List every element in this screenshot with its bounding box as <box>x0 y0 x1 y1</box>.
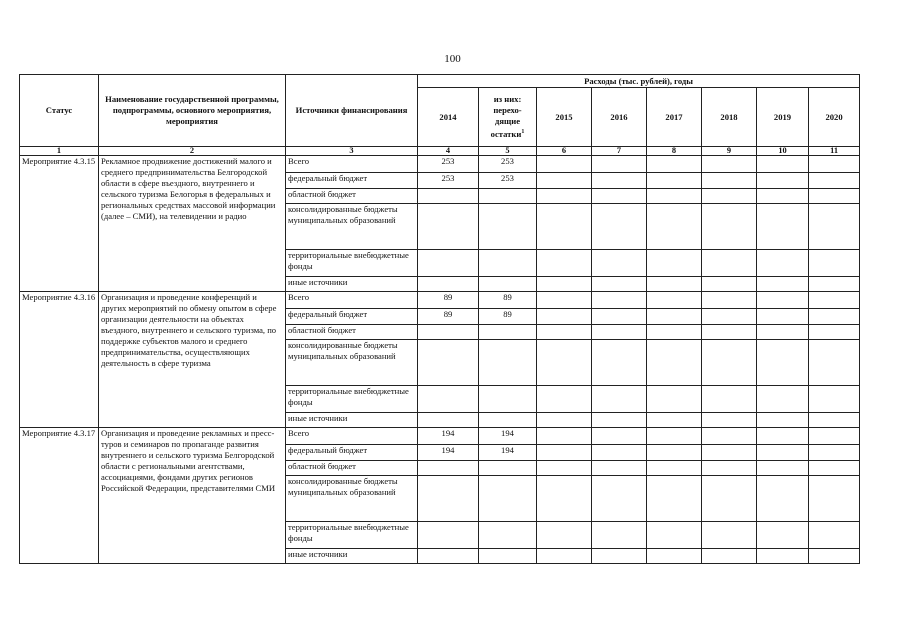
empty-year-cell <box>592 250 647 277</box>
event-name: Организация и проведение рекламных и пресс-туров и семинаров по пропаганде развития внутреннего и сельского туризма Белгородской области с региональными агентствами, ассоциациями, фондами других регионов Российской Федерации, представителями СМИ <box>99 428 286 564</box>
empty-year-cell <box>537 309 592 325</box>
empty-year-cell <box>592 445 647 461</box>
funding-source: консолидированные бюджеты муниципальных образований <box>286 476 418 522</box>
value-2014: 194 <box>418 428 479 445</box>
funding-source: областной бюджет <box>286 189 418 204</box>
column-number: 3 <box>286 147 418 156</box>
header-carryover <box>479 88 537 147</box>
empty-year-cell <box>809 413 860 428</box>
empty-year-cell <box>702 309 757 325</box>
empty-year-cell <box>809 325 860 340</box>
column-number: 11 <box>809 147 860 156</box>
carryover-line-3: дящие <box>494 116 521 127</box>
value-2014 <box>418 277 479 292</box>
funding-source: Всего <box>286 156 418 173</box>
header-year-2018: 2018 <box>702 88 757 147</box>
funding-source: консолидированные бюджеты муниципальных образований <box>286 340 418 386</box>
value-2014: 253 <box>418 173 479 189</box>
empty-year-cell <box>647 173 702 189</box>
empty-year-cell <box>809 428 860 445</box>
empty-year-cell <box>647 309 702 325</box>
value-carryover: 89 <box>479 292 537 309</box>
empty-year-cell <box>809 476 860 522</box>
empty-year-cell <box>592 386 647 413</box>
empty-year-cell <box>757 156 809 173</box>
empty-year-cell <box>809 292 860 309</box>
empty-year-cell <box>647 204 702 250</box>
value-carryover: 194 <box>479 428 537 445</box>
empty-year-cell <box>647 277 702 292</box>
empty-year-cell <box>702 428 757 445</box>
empty-year-cell <box>537 325 592 340</box>
value-2014 <box>418 413 479 428</box>
header-expenses: Расходы (тыс. рублей), годы <box>418 75 860 88</box>
empty-year-cell <box>702 461 757 476</box>
empty-year-cell <box>592 476 647 522</box>
empty-year-cell <box>809 156 860 173</box>
empty-year-cell <box>702 445 757 461</box>
value-carryover <box>479 461 537 476</box>
empty-year-cell <box>702 476 757 522</box>
empty-year-cell <box>647 325 702 340</box>
value-2014 <box>418 250 479 277</box>
empty-year-cell <box>647 340 702 386</box>
value-carryover: 253 <box>479 156 537 173</box>
empty-year-cell <box>647 413 702 428</box>
budget-table <box>19 74 860 564</box>
funding-source: иные источники <box>286 549 418 564</box>
funding-source: территориальные внебюджетные фонды <box>286 386 418 413</box>
empty-year-cell <box>809 189 860 204</box>
header-year-2015: 2015 <box>537 88 592 147</box>
header-status: Статус <box>20 75 99 147</box>
empty-year-cell <box>537 428 592 445</box>
empty-year-cell <box>757 325 809 340</box>
empty-year-cell <box>702 292 757 309</box>
value-carryover <box>479 340 537 386</box>
empty-year-cell <box>809 309 860 325</box>
header-sources: Источники финансирования <box>286 75 418 147</box>
table-row <box>20 156 860 173</box>
empty-year-cell <box>702 277 757 292</box>
empty-year-cell <box>592 156 647 173</box>
column-number: 9 <box>702 147 757 156</box>
empty-year-cell <box>537 250 592 277</box>
empty-year-cell <box>702 549 757 564</box>
empty-year-cell <box>647 522 702 549</box>
empty-year-cell <box>592 549 647 564</box>
empty-year-cell <box>702 340 757 386</box>
value-carryover: 253 <box>479 173 537 189</box>
empty-year-cell <box>757 309 809 325</box>
empty-year-cell <box>809 277 860 292</box>
value-2014 <box>418 522 479 549</box>
empty-year-cell <box>592 340 647 386</box>
empty-year-cell <box>592 461 647 476</box>
empty-year-cell <box>702 386 757 413</box>
empty-year-cell <box>702 522 757 549</box>
empty-year-cell <box>537 386 592 413</box>
empty-year-cell <box>757 461 809 476</box>
empty-year-cell <box>647 445 702 461</box>
value-2014: 253 <box>418 156 479 173</box>
header-year-2020: 2020 <box>809 88 860 147</box>
empty-year-cell <box>592 292 647 309</box>
empty-year-cell <box>809 340 860 386</box>
empty-year-cell <box>537 461 592 476</box>
funding-source: Всего <box>286 428 418 445</box>
empty-year-cell <box>702 325 757 340</box>
empty-year-cell <box>592 428 647 445</box>
value-carryover <box>479 549 537 564</box>
value-2014 <box>418 340 479 386</box>
funding-source: федеральный бюджет <box>286 173 418 189</box>
column-number: 5 <box>479 147 537 156</box>
header-name: Наименование государственной программы, подпрограммы, основного мероприятия, мероприятия <box>99 75 286 147</box>
empty-year-cell <box>537 522 592 549</box>
value-2014 <box>418 476 479 522</box>
empty-year-cell <box>702 173 757 189</box>
value-carryover <box>479 386 537 413</box>
header-year-2017: 2017 <box>647 88 702 147</box>
carryover-line-1: из них: <box>493 94 522 105</box>
value-carryover <box>479 277 537 292</box>
empty-year-cell <box>647 461 702 476</box>
empty-year-cell <box>537 413 592 428</box>
column-number: 4 <box>418 147 479 156</box>
column-number: 2 <box>99 147 286 156</box>
empty-year-cell <box>537 189 592 204</box>
empty-year-cell <box>757 445 809 461</box>
header-year-2014: 2014 <box>418 88 479 147</box>
value-2014: 89 <box>418 292 479 309</box>
table-row <box>20 292 860 309</box>
funding-source: иные источники <box>286 277 418 292</box>
column-number: 7 <box>592 147 647 156</box>
empty-year-cell <box>757 340 809 386</box>
empty-year-cell <box>647 189 702 204</box>
empty-year-cell <box>647 292 702 309</box>
event-status: Мероприятие 4.3.17 <box>20 428 99 564</box>
value-2014: 194 <box>418 445 479 461</box>
empty-year-cell <box>647 549 702 564</box>
funding-source: иные источники <box>286 413 418 428</box>
empty-year-cell <box>702 413 757 428</box>
column-number: 8 <box>647 147 702 156</box>
event-status: Мероприятие 4.3.15 <box>20 156 99 292</box>
empty-year-cell <box>537 156 592 173</box>
empty-year-cell <box>647 386 702 413</box>
funding-source: федеральный бюджет <box>286 445 418 461</box>
page-number: 100 <box>444 53 461 65</box>
empty-year-cell <box>592 325 647 340</box>
empty-year-cell <box>647 428 702 445</box>
empty-year-cell <box>757 522 809 549</box>
empty-year-cell <box>757 292 809 309</box>
value-2014 <box>418 325 479 340</box>
empty-year-cell <box>537 340 592 386</box>
empty-year-cell <box>592 522 647 549</box>
value-2014 <box>418 189 479 204</box>
empty-year-cell <box>537 445 592 461</box>
empty-year-cell <box>809 173 860 189</box>
event-status: Мероприятие 4.3.16 <box>20 292 99 428</box>
empty-year-cell <box>809 445 860 461</box>
empty-year-cell <box>537 292 592 309</box>
carryover-line-2: перехо- <box>493 105 522 116</box>
empty-year-cell <box>537 549 592 564</box>
empty-year-cell <box>592 173 647 189</box>
empty-year-cell <box>592 204 647 250</box>
value-2014: 89 <box>418 309 479 325</box>
value-carryover <box>479 204 537 250</box>
empty-year-cell <box>809 522 860 549</box>
header-year-2016: 2016 <box>592 88 647 147</box>
empty-year-cell <box>757 476 809 522</box>
value-carryover: 194 <box>479 445 537 461</box>
value-2014 <box>418 461 479 476</box>
empty-year-cell <box>537 173 592 189</box>
value-carryover <box>479 189 537 204</box>
empty-year-cell <box>757 413 809 428</box>
empty-year-cell <box>809 250 860 277</box>
value-carryover <box>479 250 537 277</box>
empty-year-cell <box>809 549 860 564</box>
empty-year-cell <box>809 386 860 413</box>
value-2014 <box>418 549 479 564</box>
empty-year-cell <box>757 277 809 292</box>
empty-year-cell <box>537 277 592 292</box>
empty-year-cell <box>757 204 809 250</box>
empty-year-cell <box>592 277 647 292</box>
value-carryover <box>479 325 537 340</box>
empty-year-cell <box>757 549 809 564</box>
column-number: 1 <box>20 147 99 156</box>
empty-year-cell <box>702 250 757 277</box>
value-carryover: 89 <box>479 309 537 325</box>
funding-source: территориальные внебюджетные фонды <box>286 522 418 549</box>
funding-source: федеральный бюджет <box>286 309 418 325</box>
value-carryover <box>479 413 537 428</box>
funding-source: областной бюджет <box>286 325 418 340</box>
column-number: 6 <box>537 147 592 156</box>
event-name: Организация и проведение конференций и других мероприятий по обмену опытом в сфере организации деятельности на объектах въездного, внутреннего и сельского туризма, по поддержке субъектов малого и среднего предпринимательства, осуществляющих деятельность в сфере туризма <box>99 292 286 428</box>
value-2014 <box>418 386 479 413</box>
table-row <box>20 428 860 445</box>
column-number: 10 <box>757 147 809 156</box>
empty-year-cell <box>757 250 809 277</box>
value-carryover <box>479 522 537 549</box>
empty-year-cell <box>757 173 809 189</box>
header-year-2019: 2019 <box>757 88 809 147</box>
empty-year-cell <box>647 476 702 522</box>
empty-year-cell <box>537 204 592 250</box>
funding-source: консолидированные бюджеты муниципальных образований <box>286 204 418 250</box>
empty-year-cell <box>702 189 757 204</box>
empty-year-cell <box>537 476 592 522</box>
empty-year-cell <box>592 189 647 204</box>
empty-year-cell <box>647 156 702 173</box>
empty-year-cell <box>809 204 860 250</box>
empty-year-cell <box>592 309 647 325</box>
empty-year-cell <box>702 204 757 250</box>
event-name: Рекламное продвижение достижений малого и среднего предпринимательства Белгородской области в сфере въездного, внутреннего и сельского туризма Белогорья в федеральных и региональных средствах массовой информации (далее – СМИ), на телевидении и радио <box>99 156 286 292</box>
value-carryover <box>479 476 537 522</box>
value-2014 <box>418 204 479 250</box>
funding-source: областной бюджет <box>286 461 418 476</box>
funding-source: территориальные внебюджетные фонды <box>286 250 418 277</box>
carryover-footnote: 1 <box>521 129 525 136</box>
carryover-line-4: остатки <box>490 128 522 139</box>
funding-source: Всего <box>286 292 418 309</box>
empty-year-cell <box>592 413 647 428</box>
empty-year-cell <box>809 461 860 476</box>
empty-year-cell <box>757 386 809 413</box>
empty-year-cell <box>757 428 809 445</box>
column-numbers-row <box>20 147 860 156</box>
empty-year-cell <box>702 156 757 173</box>
empty-year-cell <box>647 250 702 277</box>
empty-year-cell <box>757 189 809 204</box>
